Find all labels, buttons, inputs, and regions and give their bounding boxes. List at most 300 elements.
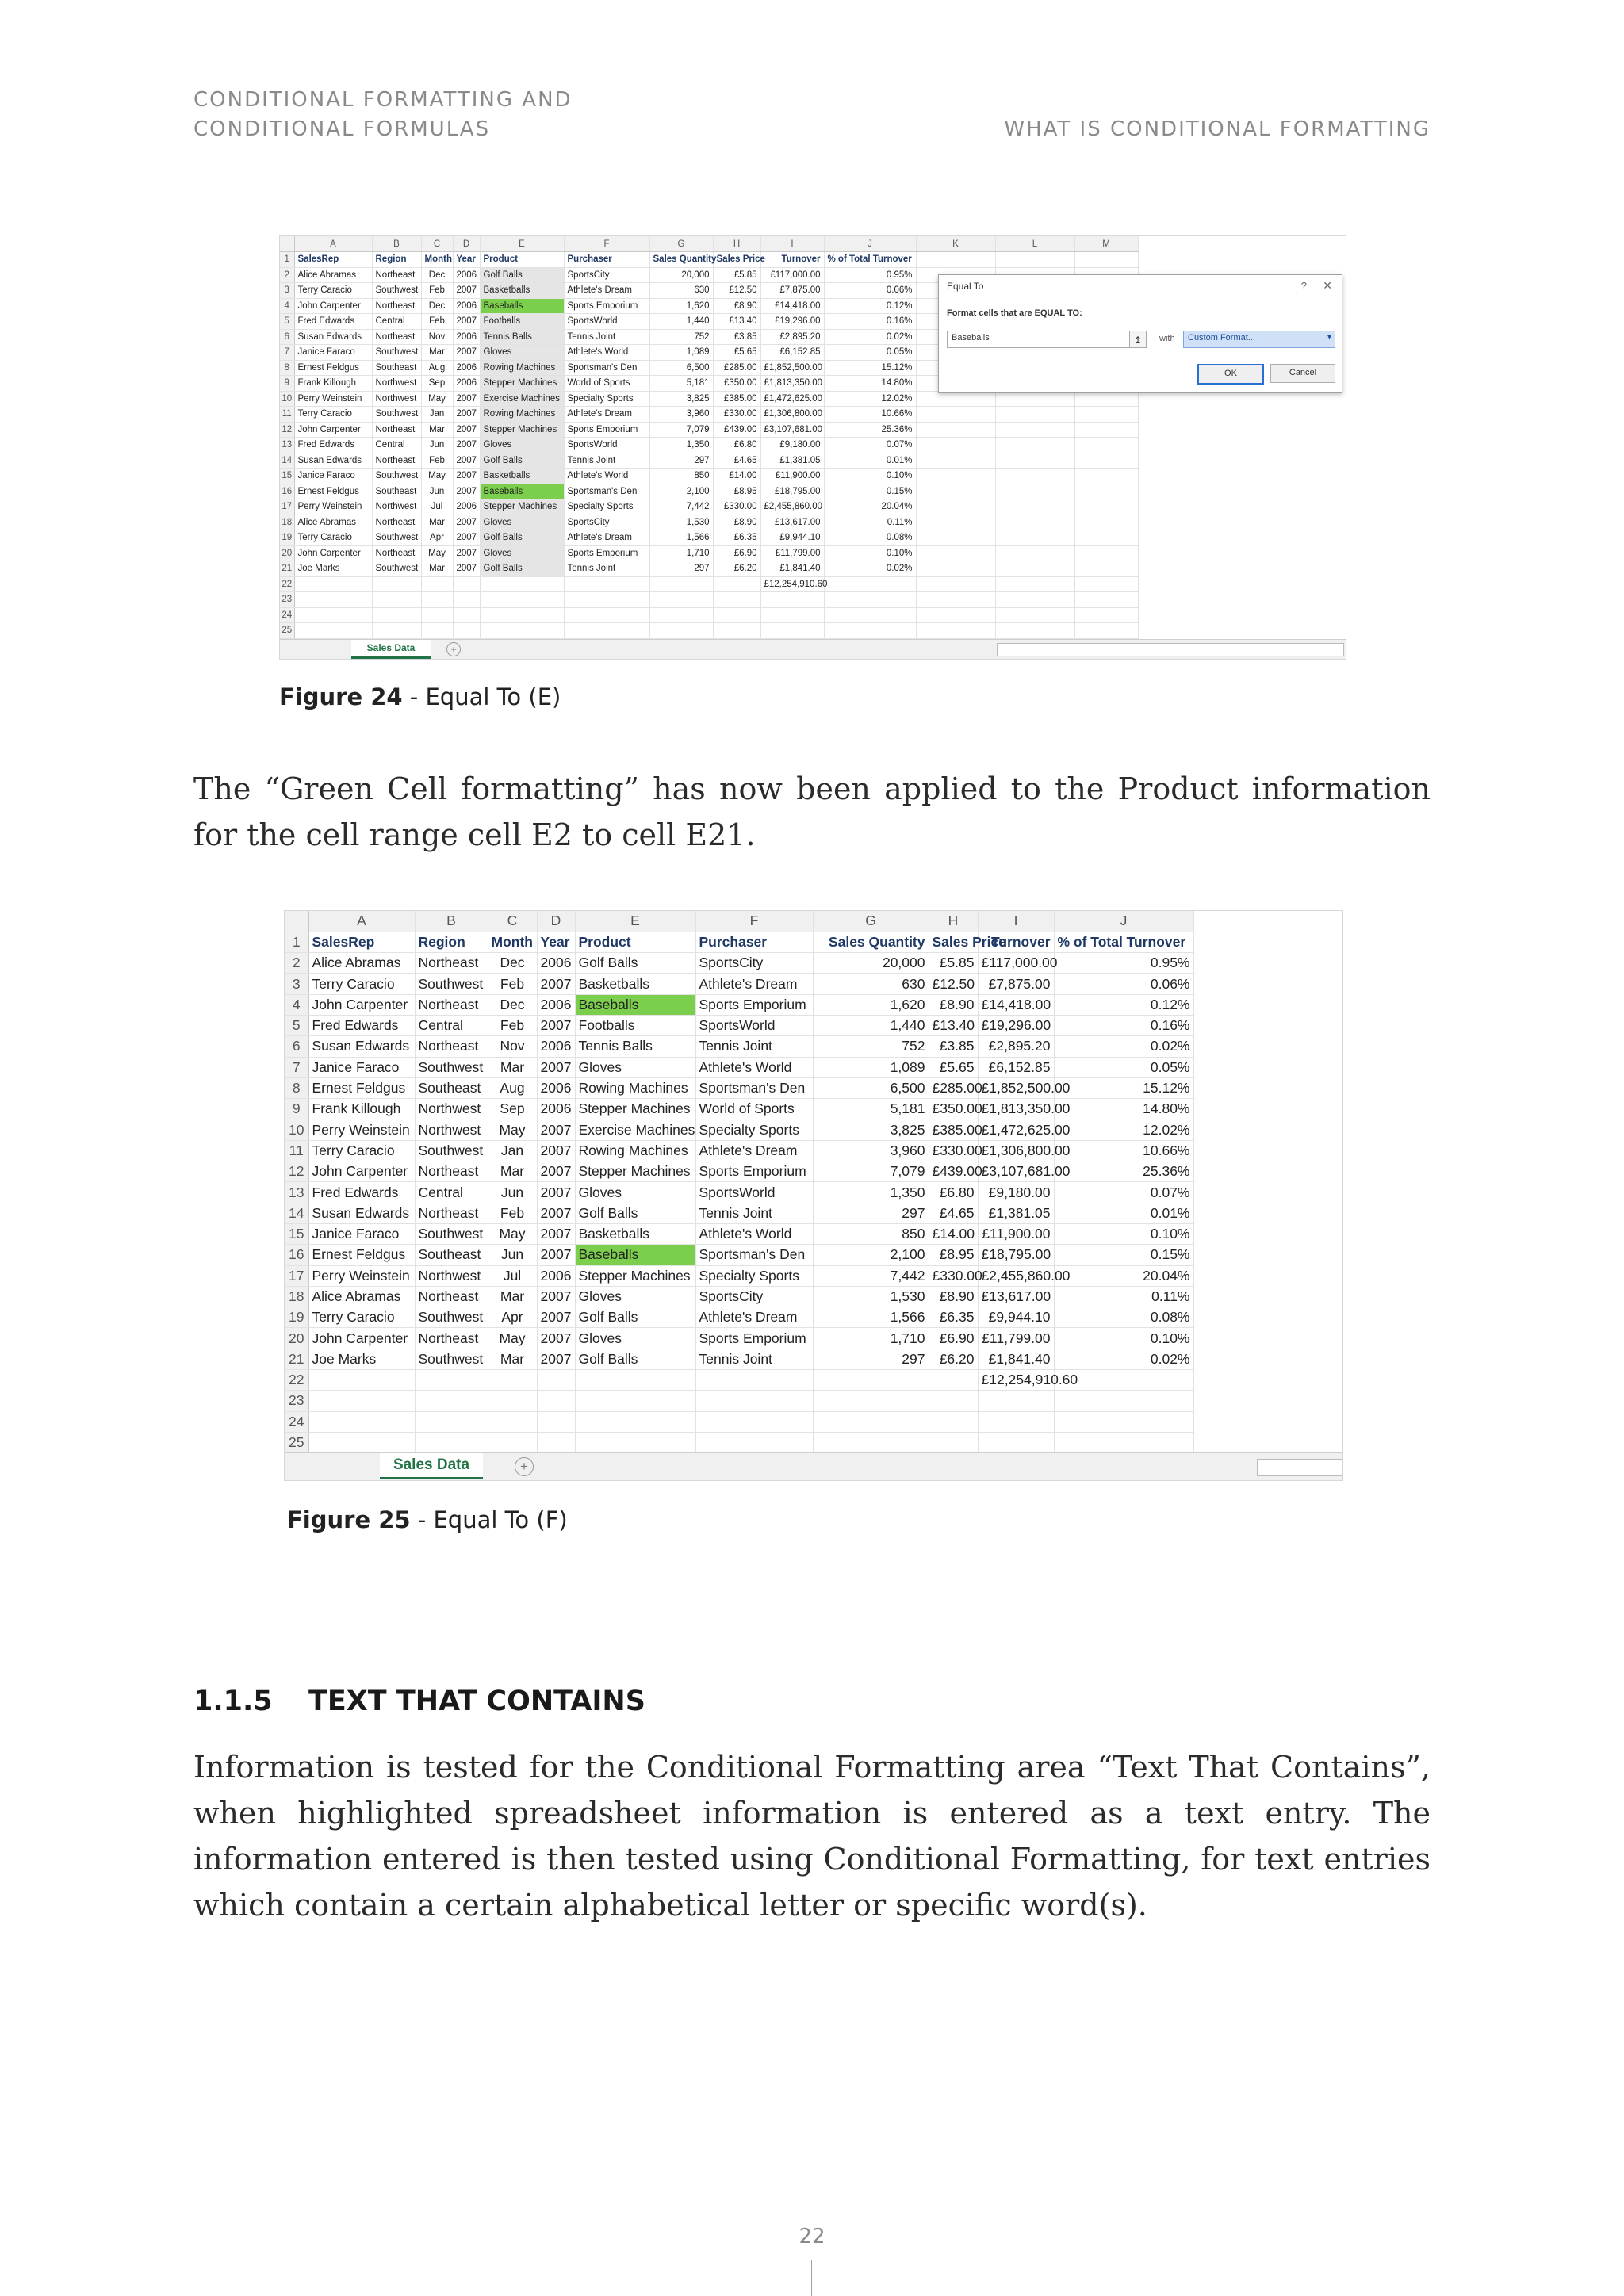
table-cell[interactable]: 1,620 bbox=[813, 994, 929, 1015]
table-cell[interactable]: £6.90 bbox=[713, 545, 760, 561]
row-header[interactable]: 16 bbox=[285, 1245, 308, 1265]
table-cell[interactable]: 0.11% bbox=[824, 515, 916, 530]
table-cell[interactable]: May bbox=[488, 1119, 537, 1140]
empty-cell[interactable] bbox=[1054, 1432, 1193, 1452]
empty-cell[interactable] bbox=[824, 607, 916, 623]
field-header-cell[interactable]: Sales Price bbox=[929, 932, 978, 952]
table-cell[interactable]: 2006 bbox=[453, 298, 480, 314]
empty-cell[interactable] bbox=[1074, 407, 1138, 423]
product-cell[interactable]: Stepper Machines bbox=[480, 376, 564, 392]
empty-cell[interactable] bbox=[995, 499, 1074, 515]
table-cell[interactable]: Dec bbox=[488, 994, 537, 1015]
empty-cell[interactable] bbox=[1074, 530, 1138, 546]
field-header-cell[interactable]: % of Total Turnover bbox=[824, 252, 916, 268]
empty-cell[interactable] bbox=[916, 499, 995, 515]
product-cell[interactable]: Basketballs bbox=[480, 283, 564, 299]
table-cell[interactable]: 0.01% bbox=[1054, 1203, 1193, 1223]
empty-cell[interactable] bbox=[916, 484, 995, 499]
table-cell[interactable]: £1,841.40 bbox=[978, 1349, 1054, 1369]
table-cell[interactable]: Central bbox=[415, 1015, 488, 1035]
column-header-a[interactable]: A bbox=[308, 911, 415, 932]
empty-cell[interactable] bbox=[813, 1432, 929, 1452]
table-cell[interactable]: 0.16% bbox=[824, 314, 916, 330]
column-header-c[interactable]: C bbox=[488, 911, 537, 932]
table-cell[interactable]: 3,960 bbox=[649, 407, 713, 423]
empty-cell[interactable] bbox=[695, 1432, 813, 1452]
row-header[interactable]: 8 bbox=[285, 1077, 308, 1098]
table-cell[interactable]: £7,875.00 bbox=[760, 283, 824, 299]
row-header[interactable]: 14 bbox=[285, 1203, 308, 1223]
product-cell[interactable]: Golf Balls bbox=[575, 1349, 695, 1369]
table-cell[interactable]: Ernest Feldgus bbox=[308, 1077, 415, 1098]
table-cell[interactable]: Athlete's Dream bbox=[695, 974, 813, 994]
column-header-e[interactable]: E bbox=[575, 911, 695, 932]
product-cell[interactable]: Rowing Machines bbox=[480, 360, 564, 376]
field-header-cell[interactable]: Sales Quantity bbox=[813, 932, 929, 952]
select-all-corner[interactable] bbox=[280, 236, 294, 252]
table-cell[interactable]: Apr bbox=[421, 530, 453, 546]
table-cell[interactable]: 2007 bbox=[537, 1119, 575, 1140]
table-cell[interactable]: 1,710 bbox=[813, 1328, 929, 1349]
table-cell[interactable]: 2006 bbox=[537, 1265, 575, 1286]
table-cell[interactable]: Nov bbox=[488, 1036, 537, 1057]
column-header-c[interactable]: C bbox=[421, 236, 453, 252]
table-cell[interactable]: £1,381.05 bbox=[978, 1203, 1054, 1223]
table-cell[interactable]: Central bbox=[372, 314, 421, 330]
table-cell[interactable]: 0.06% bbox=[1054, 974, 1193, 994]
table-cell[interactable]: 297 bbox=[649, 453, 713, 469]
range-select-icon[interactable]: ↥ bbox=[1129, 331, 1147, 348]
table-cell[interactable]: Sports Emporium bbox=[564, 298, 649, 314]
product-cell[interactable]: Footballs bbox=[480, 314, 564, 330]
table-cell[interactable]: Perry Weinstein bbox=[308, 1265, 415, 1286]
table-cell[interactable]: 2006 bbox=[537, 1077, 575, 1098]
cancel-button[interactable]: Cancel bbox=[1270, 364, 1335, 383]
table-cell[interactable]: Tennis Joint bbox=[564, 453, 649, 469]
row-header[interactable]: 7 bbox=[285, 1057, 308, 1077]
table-cell[interactable]: 12.02% bbox=[824, 391, 916, 407]
empty-cell[interactable] bbox=[916, 530, 995, 546]
table-cell[interactable]: Northeast bbox=[415, 1286, 488, 1307]
table-cell[interactable]: 2007 bbox=[537, 1307, 575, 1328]
empty-cell[interactable] bbox=[995, 561, 1074, 577]
table-cell[interactable]: 7,442 bbox=[813, 1265, 929, 1286]
empty-cell[interactable] bbox=[1054, 1411, 1193, 1432]
table-cell[interactable]: 2006 bbox=[537, 994, 575, 1015]
product-cell[interactable]: Golf Balls bbox=[480, 561, 564, 577]
row-header[interactable]: 5 bbox=[285, 1015, 308, 1035]
empty-cell[interactable] bbox=[564, 576, 649, 592]
equal-to-value-field[interactable] bbox=[947, 331, 1140, 348]
sheet-tab-sales-data[interactable]: Sales Data bbox=[380, 1453, 483, 1479]
row-header[interactable]: 11 bbox=[280, 407, 294, 423]
table-cell[interactable]: 20.04% bbox=[1054, 1265, 1193, 1286]
table-cell[interactable]: Tennis Joint bbox=[695, 1349, 813, 1369]
table-cell[interactable]: 15.12% bbox=[824, 360, 916, 376]
row-header[interactable]: 10 bbox=[285, 1119, 308, 1140]
empty-cell[interactable] bbox=[415, 1391, 488, 1411]
table-cell[interactable]: 2007 bbox=[537, 1057, 575, 1077]
table-cell[interactable]: £1,841.40 bbox=[760, 561, 824, 577]
table-cell[interactable]: Jun bbox=[488, 1182, 537, 1203]
product-cell[interactable]: Golf Balls bbox=[480, 267, 564, 283]
table-cell[interactable]: Northwest bbox=[372, 376, 421, 392]
table-cell[interactable]: £19,296.00 bbox=[760, 314, 824, 330]
table-cell[interactable]: £4.65 bbox=[929, 1203, 978, 1223]
table-cell[interactable]: 297 bbox=[813, 1349, 929, 1369]
empty-cell[interactable] bbox=[995, 607, 1074, 623]
table-cell[interactable]: Southwest bbox=[372, 345, 421, 361]
table-cell[interactable]: £1,381.05 bbox=[760, 453, 824, 469]
empty-cell[interactable] bbox=[995, 576, 1074, 592]
product-cell[interactable]: Gloves bbox=[480, 438, 564, 453]
table-cell[interactable]: 2007 bbox=[537, 974, 575, 994]
table-cell[interactable]: £4.65 bbox=[713, 453, 760, 469]
column-header-d[interactable]: D bbox=[453, 236, 480, 252]
table-cell[interactable]: £9,180.00 bbox=[760, 438, 824, 453]
empty-cell[interactable] bbox=[995, 515, 1074, 530]
row-header[interactable]: 6 bbox=[285, 1036, 308, 1057]
empty-cell[interactable] bbox=[1054, 1391, 1193, 1411]
table-cell[interactable]: £3.85 bbox=[929, 1036, 978, 1057]
empty-cell[interactable] bbox=[421, 592, 453, 608]
format-style-dropdown[interactable] bbox=[1183, 331, 1335, 348]
table-cell[interactable]: 1,566 bbox=[813, 1307, 929, 1328]
table-cell[interactable]: Jul bbox=[488, 1265, 537, 1286]
column-header-g[interactable]: G bbox=[649, 236, 713, 252]
product-cell[interactable]: Baseballs bbox=[480, 298, 564, 314]
empty-cell[interactable] bbox=[564, 592, 649, 608]
table-cell[interactable]: £13,617.00 bbox=[978, 1286, 1054, 1307]
table-cell[interactable]: 2007 bbox=[453, 515, 480, 530]
product-cell[interactable]: Footballs bbox=[575, 1015, 695, 1035]
table-cell[interactable]: Terry Caracio bbox=[308, 1307, 415, 1328]
empty-cell[interactable] bbox=[695, 1411, 813, 1432]
product-cell[interactable]: Golf Balls bbox=[480, 530, 564, 546]
empty-cell[interactable] bbox=[537, 1411, 575, 1432]
table-cell[interactable]: 3,960 bbox=[813, 1140, 929, 1161]
row-header[interactable]: 16 bbox=[280, 484, 294, 499]
field-header-cell[interactable]: Turnover bbox=[978, 932, 1054, 952]
table-cell[interactable]: Frank Killough bbox=[294, 376, 372, 392]
row-header[interactable]: 4 bbox=[285, 994, 308, 1015]
product-cell[interactable]: Baseballs bbox=[575, 994, 695, 1015]
table-cell[interactable]: Tennis Joint bbox=[695, 1203, 813, 1223]
table-cell[interactable]: Specialty Sports bbox=[564, 391, 649, 407]
table-cell[interactable]: Mar bbox=[421, 561, 453, 577]
table-cell[interactable]: Feb bbox=[421, 283, 453, 299]
empty-cell[interactable] bbox=[1074, 515, 1138, 530]
empty-cell[interactable] bbox=[813, 1391, 929, 1411]
table-cell[interactable]: £330.00 bbox=[713, 499, 760, 515]
row-header[interactable]: 19 bbox=[280, 530, 294, 546]
empty-cell[interactable] bbox=[1074, 607, 1138, 623]
table-cell[interactable]: £12.50 bbox=[713, 283, 760, 299]
table-cell[interactable]: Northwest bbox=[415, 1265, 488, 1286]
table-cell[interactable]: £13.40 bbox=[713, 314, 760, 330]
table-cell[interactable]: 12.02% bbox=[1054, 1119, 1193, 1140]
table-cell[interactable]: 752 bbox=[813, 1036, 929, 1057]
row-header[interactable]: 25 bbox=[280, 623, 294, 639]
table-cell[interactable]: Southwest bbox=[415, 1307, 488, 1328]
table-cell[interactable]: Athlete's Dream bbox=[564, 530, 649, 546]
table-cell[interactable]: 1,530 bbox=[649, 515, 713, 530]
empty-cell[interactable] bbox=[294, 592, 372, 608]
product-cell[interactable]: Gloves bbox=[575, 1286, 695, 1307]
product-cell[interactable]: Gloves bbox=[480, 345, 564, 361]
table-cell[interactable]: Tennis Joint bbox=[564, 561, 649, 577]
row-header[interactable]: 14 bbox=[280, 453, 294, 469]
table-cell[interactable]: 0.05% bbox=[1054, 1057, 1193, 1077]
empty-cell[interactable] bbox=[421, 623, 453, 639]
empty-cell[interactable] bbox=[929, 1370, 978, 1391]
product-cell[interactable]: Golf Balls bbox=[575, 953, 695, 974]
row-header[interactable]: 22 bbox=[285, 1370, 308, 1391]
table-cell[interactable]: Ernest Feldgus bbox=[294, 360, 372, 376]
empty-cell[interactable] bbox=[372, 592, 421, 608]
empty-cell[interactable] bbox=[995, 438, 1074, 453]
empty-cell[interactable] bbox=[488, 1432, 537, 1452]
table-cell[interactable]: 10.66% bbox=[1054, 1140, 1193, 1161]
empty-cell[interactable] bbox=[995, 545, 1074, 561]
table-cell[interactable]: £9,944.10 bbox=[978, 1307, 1054, 1328]
table-cell[interactable]: £9,180.00 bbox=[978, 1182, 1054, 1203]
row-header[interactable]: 2 bbox=[280, 267, 294, 283]
table-cell[interactable]: Fred Edwards bbox=[294, 438, 372, 453]
table-cell[interactable]: Dec bbox=[421, 298, 453, 314]
table-cell[interactable]: £3,107,681.00 bbox=[760, 422, 824, 438]
product-cell[interactable]: Rowing Machines bbox=[575, 1140, 695, 1161]
table-cell[interactable]: Southeast bbox=[415, 1077, 488, 1098]
table-cell[interactable]: £439.00 bbox=[929, 1161, 978, 1182]
empty-cell[interactable] bbox=[916, 453, 995, 469]
table-cell[interactable]: £285.00 bbox=[713, 360, 760, 376]
table-cell[interactable]: 2007 bbox=[453, 561, 480, 577]
table-cell[interactable]: 2007 bbox=[537, 1140, 575, 1161]
table-cell[interactable]: £8.90 bbox=[713, 298, 760, 314]
empty-cell[interactable] bbox=[995, 407, 1074, 423]
empty-cell[interactable] bbox=[415, 1432, 488, 1452]
table-cell[interactable]: Northeast bbox=[415, 1203, 488, 1223]
table-cell[interactable]: £8.90 bbox=[713, 515, 760, 530]
table-cell[interactable]: £1,813,350.00 bbox=[978, 1099, 1054, 1119]
empty-cell[interactable] bbox=[760, 607, 824, 623]
horizontal-scrollbar[interactable] bbox=[997, 643, 1344, 656]
table-cell[interactable]: £6.20 bbox=[929, 1349, 978, 1369]
table-cell[interactable]: 1,350 bbox=[649, 438, 713, 453]
row-header[interactable]: 25 bbox=[285, 1432, 308, 1452]
table-cell[interactable]: Northwest bbox=[372, 391, 421, 407]
table-cell[interactable]: Dec bbox=[488, 953, 537, 974]
table-cell[interactable]: Specialty Sports bbox=[695, 1119, 813, 1140]
table-cell[interactable]: Alice Abramas bbox=[308, 953, 415, 974]
empty-cell[interactable] bbox=[995, 453, 1074, 469]
table-cell[interactable]: Feb bbox=[488, 974, 537, 994]
table-cell[interactable]: £285.00 bbox=[929, 1077, 978, 1098]
table-cell[interactable]: Northeast bbox=[372, 298, 421, 314]
table-cell[interactable]: Northwest bbox=[415, 1119, 488, 1140]
table-cell[interactable]: SportsCity bbox=[695, 953, 813, 974]
field-header-cell[interactable]: Month bbox=[421, 252, 453, 268]
row-header[interactable]: 24 bbox=[285, 1411, 308, 1432]
product-cell[interactable]: Stepper Machines bbox=[575, 1161, 695, 1182]
table-cell[interactable]: SportsWorld bbox=[564, 438, 649, 453]
table-cell[interactable]: Central bbox=[415, 1182, 488, 1203]
empty-cell[interactable] bbox=[1074, 252, 1138, 268]
table-cell[interactable]: £6.35 bbox=[713, 530, 760, 546]
table-cell[interactable]: 752 bbox=[649, 329, 713, 345]
table-cell[interactable]: 2007 bbox=[537, 1245, 575, 1265]
empty-cell[interactable] bbox=[713, 576, 760, 592]
product-cell[interactable]: Basketballs bbox=[575, 974, 695, 994]
total-turnover-cell[interactable]: £12,254,910.60 bbox=[978, 1370, 1054, 1391]
table-cell[interactable]: £1,306,800.00 bbox=[978, 1140, 1054, 1161]
table-cell[interactable]: Terry Caracio bbox=[308, 974, 415, 994]
field-header-cell[interactable]: % of Total Turnover bbox=[1054, 932, 1193, 952]
table-cell[interactable]: Dec bbox=[421, 267, 453, 283]
table-cell[interactable]: 2007 bbox=[537, 1182, 575, 1203]
table-cell[interactable]: 1,620 bbox=[649, 298, 713, 314]
table-cell[interactable]: John Carpenter bbox=[308, 994, 415, 1015]
field-header-cell[interactable]: Sales Quantity bbox=[649, 252, 713, 268]
empty-cell[interactable] bbox=[1074, 576, 1138, 592]
table-cell[interactable]: Northeast bbox=[372, 422, 421, 438]
table-cell[interactable]: Southwest bbox=[415, 1223, 488, 1244]
product-cell[interactable]: Gloves bbox=[575, 1182, 695, 1203]
field-header-cell[interactable]: Year bbox=[453, 252, 480, 268]
table-cell[interactable]: £6,152.85 bbox=[760, 345, 824, 361]
empty-cell[interactable] bbox=[916, 607, 995, 623]
table-cell[interactable]: SportsWorld bbox=[564, 314, 649, 330]
table-cell[interactable]: SportsCity bbox=[564, 267, 649, 283]
table-cell[interactable]: Northeast bbox=[415, 994, 488, 1015]
product-cell[interactable]: Stepper Machines bbox=[575, 1265, 695, 1286]
table-cell[interactable]: 0.12% bbox=[1054, 994, 1193, 1015]
table-cell[interactable]: £6.80 bbox=[929, 1182, 978, 1203]
product-cell[interactable]: Rowing Machines bbox=[575, 1077, 695, 1098]
row-header[interactable]: 9 bbox=[285, 1099, 308, 1119]
table-cell[interactable]: John Carpenter bbox=[308, 1328, 415, 1349]
table-cell[interactable]: 2007 bbox=[453, 469, 480, 484]
product-cell[interactable]: Gloves bbox=[480, 515, 564, 530]
table-cell[interactable]: 0.10% bbox=[824, 545, 916, 561]
empty-cell[interactable] bbox=[713, 607, 760, 623]
empty-cell[interactable] bbox=[760, 623, 824, 639]
table-cell[interactable]: Mar bbox=[488, 1057, 537, 1077]
table-cell[interactable]: Mar bbox=[421, 422, 453, 438]
empty-cell[interactable] bbox=[916, 469, 995, 484]
table-cell[interactable]: Sportsman's Den bbox=[564, 360, 649, 376]
product-cell[interactable]: Tennis Balls bbox=[575, 1036, 695, 1057]
empty-cell[interactable] bbox=[564, 623, 649, 639]
table-cell[interactable]: £8.90 bbox=[929, 1286, 978, 1307]
table-cell[interactable]: 0.95% bbox=[1054, 953, 1193, 974]
total-turnover-cell[interactable]: £12,254,910.60 bbox=[760, 576, 824, 592]
table-cell[interactable]: 5,181 bbox=[813, 1099, 929, 1119]
table-cell[interactable]: 2007 bbox=[453, 314, 480, 330]
empty-cell[interactable] bbox=[421, 576, 453, 592]
empty-cell[interactable] bbox=[929, 1391, 978, 1411]
table-cell[interactable]: £11,799.00 bbox=[760, 545, 824, 561]
column-header-i[interactable]: I bbox=[978, 911, 1054, 932]
row-header[interactable]: 1 bbox=[280, 252, 294, 268]
table-cell[interactable]: Southeast bbox=[415, 1245, 488, 1265]
table-cell[interactable]: Sportsman's Den bbox=[695, 1245, 813, 1265]
product-cell[interactable]: Golf Balls bbox=[575, 1203, 695, 1223]
table-cell[interactable]: 2007 bbox=[453, 283, 480, 299]
row-header[interactable]: 21 bbox=[280, 561, 294, 577]
table-cell[interactable]: Ernest Feldgus bbox=[308, 1245, 415, 1265]
field-header-cell[interactable]: Product bbox=[480, 252, 564, 268]
table-cell[interactable]: £2,895.20 bbox=[760, 329, 824, 345]
column-header-d[interactable]: D bbox=[537, 911, 575, 932]
empty-cell[interactable] bbox=[916, 561, 995, 577]
field-header-cell[interactable]: Purchaser bbox=[564, 252, 649, 268]
column-header-h[interactable]: H bbox=[713, 236, 760, 252]
column-header-j[interactable]: J bbox=[1054, 911, 1193, 932]
product-cell[interactable]: Stepper Machines bbox=[480, 499, 564, 515]
row-header[interactable]: 6 bbox=[280, 329, 294, 345]
select-all-corner[interactable] bbox=[285, 911, 308, 932]
empty-cell[interactable] bbox=[916, 252, 995, 268]
empty-cell[interactable] bbox=[995, 422, 1074, 438]
table-cell[interactable]: Mar bbox=[488, 1349, 537, 1369]
row-header[interactable]: 17 bbox=[280, 499, 294, 515]
table-cell[interactable]: £11,900.00 bbox=[760, 469, 824, 484]
table-cell[interactable]: Aug bbox=[421, 360, 453, 376]
table-cell[interactable]: £13.40 bbox=[929, 1015, 978, 1035]
table-cell[interactable]: 10.66% bbox=[824, 407, 916, 423]
empty-cell[interactable] bbox=[537, 1432, 575, 1452]
empty-cell[interactable] bbox=[813, 1411, 929, 1432]
empty-cell[interactable] bbox=[488, 1370, 537, 1391]
empty-cell[interactable] bbox=[916, 515, 995, 530]
table-cell[interactable]: £5.85 bbox=[713, 267, 760, 283]
table-cell[interactable]: Southwest bbox=[372, 283, 421, 299]
table-cell[interactable]: Susan Edwards bbox=[308, 1203, 415, 1223]
product-cell[interactable]: Stepper Machines bbox=[480, 422, 564, 438]
empty-cell[interactable] bbox=[995, 530, 1074, 546]
row-header[interactable]: 11 bbox=[285, 1140, 308, 1161]
table-cell[interactable]: 25.36% bbox=[824, 422, 916, 438]
empty-cell[interactable] bbox=[1074, 469, 1138, 484]
table-cell[interactable]: Terry Caracio bbox=[294, 283, 372, 299]
table-cell[interactable]: 630 bbox=[649, 283, 713, 299]
table-cell[interactable]: Athlete's World bbox=[564, 469, 649, 484]
table-cell[interactable]: 20,000 bbox=[813, 953, 929, 974]
empty-cell[interactable] bbox=[916, 576, 995, 592]
product-cell[interactable]: Stepper Machines bbox=[575, 1099, 695, 1119]
table-cell[interactable]: Janice Faraco bbox=[294, 345, 372, 361]
empty-cell[interactable] bbox=[649, 576, 713, 592]
table-cell[interactable]: 0.08% bbox=[824, 530, 916, 546]
table-cell[interactable]: Apr bbox=[488, 1307, 537, 1328]
table-cell[interactable]: 7,079 bbox=[813, 1161, 929, 1182]
table-cell[interactable]: 2007 bbox=[537, 1015, 575, 1035]
table-cell[interactable]: £12.50 bbox=[929, 974, 978, 994]
empty-cell[interactable] bbox=[695, 1370, 813, 1391]
empty-cell[interactable] bbox=[1074, 592, 1138, 608]
table-cell[interactable]: 1,440 bbox=[813, 1015, 929, 1035]
table-cell[interactable]: £6.80 bbox=[713, 438, 760, 453]
table-cell[interactable]: 14.80% bbox=[824, 376, 916, 392]
table-cell[interactable]: Mar bbox=[421, 345, 453, 361]
dialog-help-button[interactable]: ? bbox=[1300, 280, 1307, 292]
table-cell[interactable]: Feb bbox=[488, 1203, 537, 1223]
table-cell[interactable]: Northeast bbox=[372, 453, 421, 469]
row-header[interactable]: 1 bbox=[285, 932, 308, 952]
table-cell[interactable]: 2,100 bbox=[649, 484, 713, 499]
